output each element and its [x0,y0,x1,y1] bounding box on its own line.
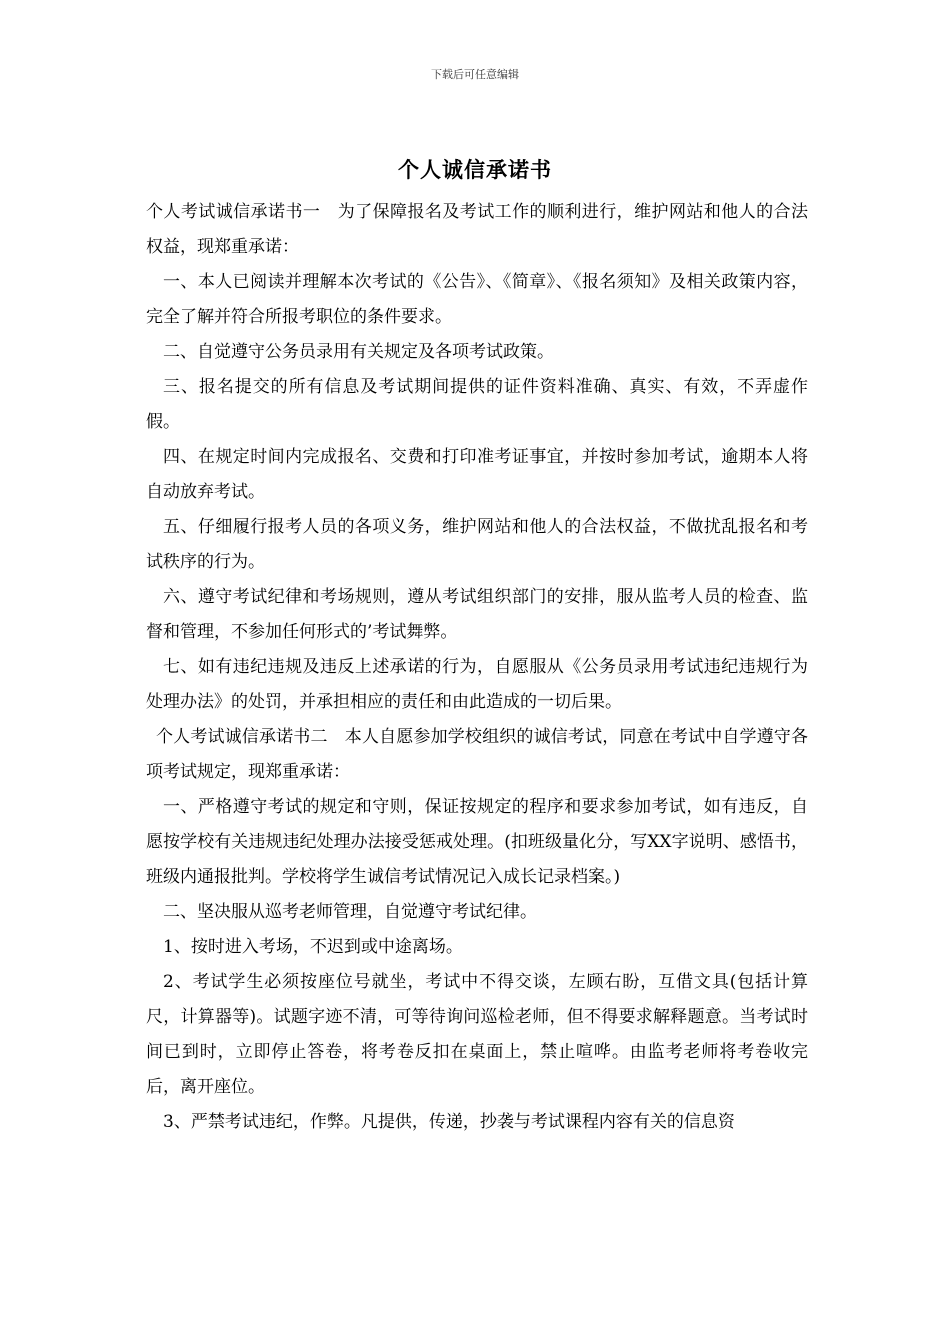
paragraph-item-2: 二、自觉遵守公务员录用有关规定及各项考试政策。 [163,342,554,362]
document-body [146,195,808,1140]
paragraph-item-3: 三、报名提交的所有信息及考试期间提供的证件资料准确、真实、有效，不弄虚作假。 [146,377,808,432]
header-note: 下载后可任意编辑 [431,68,519,81]
paragraph-intro-2: 个人考试诚信承诺书二 本人自愿参加学校组织的诚信考试，同意在考试中自学遵守各项考试规定，现郑重承诺： [146,727,808,782]
document-title: 个人诚信承诺书 [398,157,552,182]
paragraph-pledge-1: 一、严格遵守考试的规定和守则，保证按规定的程序和要求参加考试，如有违反，自愿按学校有关违规违纪处理办法接受惩戒处理。(扣班级量化分，写XX字说明、感悟书，班级内通报批判。学校将学生诚信考试情况记入成长记录档案。) [146,797,808,887]
paragraph-item-7: 七、如有违纪违规及违反上述承诺的行为，自愿服从《公务员录用考试违纪违规行为处理办法》的处罚，并承担相应的责任和由此造成的一切后果。 [146,657,808,712]
paragraph-intro-1: 个人考试诚信承诺书一 为了保障报名及考试工作的顺利进行，维护网站和他人的合法权益，现郑重承诺： [146,202,808,257]
paragraph-rule-1: 1、按时进入考场，不迟到或中途离场。 [163,937,463,957]
paragraph-pledge-2: 二、坚决服从巡考老师管理，自觉遵守考试纪律。 [163,902,537,922]
paragraph-rule-2: 2、考试学生必须按座位号就坐，考试中不得交谈，左顾右盼，互借文具(包括计算尺，计算器等)。试题字迹不清，可等待询问巡检老师，但不得要求解释题意。当考试时间已到时，立即停止答卷，将考卷反扣在桌面上，禁止喧哗。由监考老师将考卷收完后，离开座位。 [146,972,808,1097]
paragraph-item-6: 六、遵守考试纪律和考场规则，遵从考试组织部门的安排，服从监考人员的检查、监督和管理，不参加任何形式的’考试舞弊。 [146,587,808,642]
paragraph-rule-3: 3、严禁考试违纪，作弊。凡提供，传递，抄袭与考试课程内容有关的信息资 [163,1112,735,1132]
paragraph-item-5: 五、仔细履行报考人员的各项义务，维护网站和他人的合法权益，不做扰乱报名和考试秩序的行为。 [146,517,808,572]
paragraph-item-1: 一、本人已阅读并理解本次考试的《公告》、《简章》、《报名须知》及相关政策内容，完全了解并符合所报考职位的条件要求。 [146,272,808,327]
paragraph-item-4: 四、在规定时间内完成报名、交费和打印准考证事宜，并按时参加考试，逾期本人将自动放弃考试。 [146,447,808,502]
